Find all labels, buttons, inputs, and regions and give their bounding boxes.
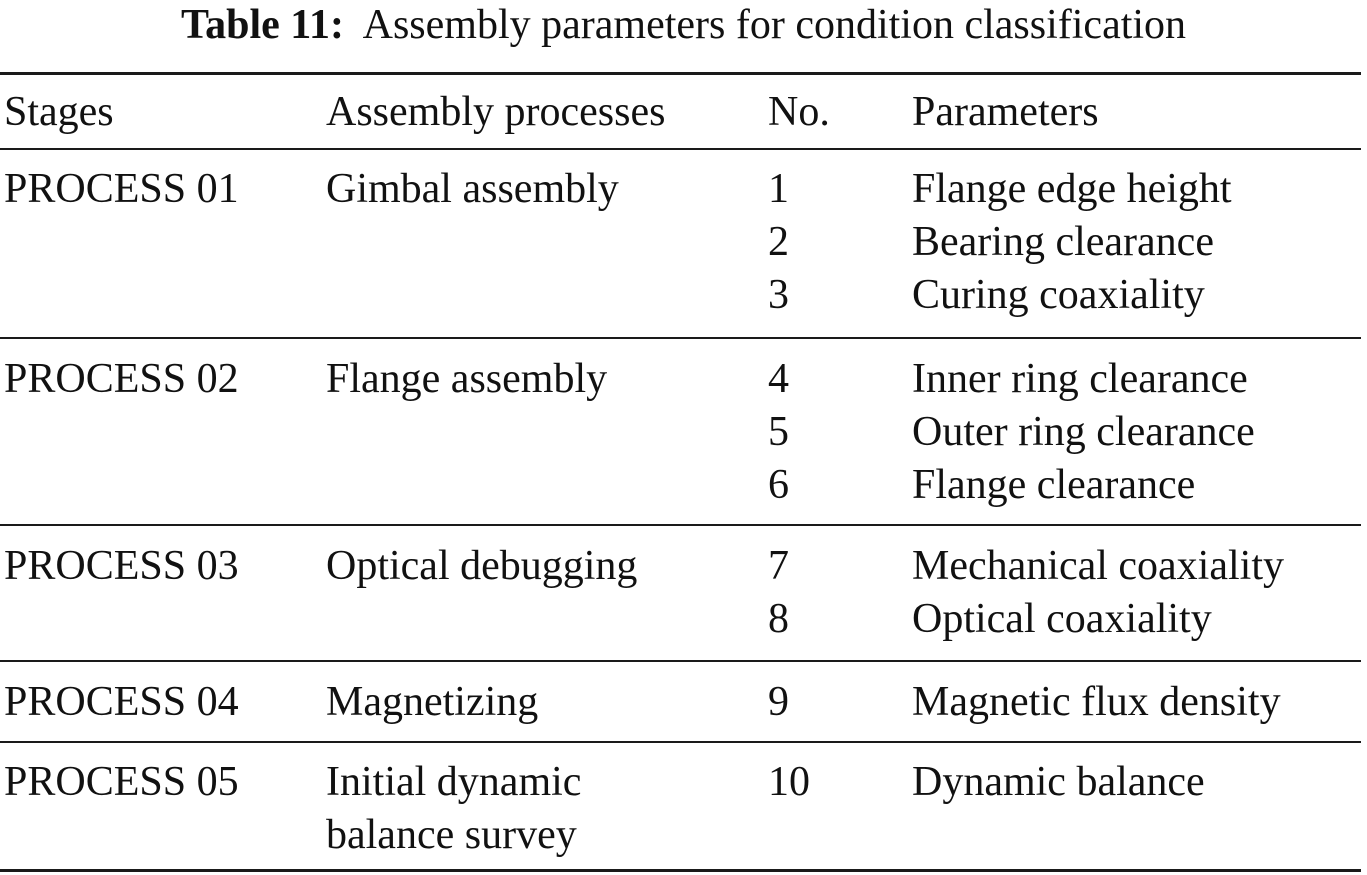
parameter-cell: Mechanical coaxiality xyxy=(912,543,1284,589)
process-cell: Initial dynamic xyxy=(326,759,582,805)
table-caption xyxy=(0,0,1367,50)
process-cell: Flange assembly xyxy=(326,356,608,402)
number-cell: 9 xyxy=(768,679,789,725)
header-rule xyxy=(0,148,1361,150)
caption-label: Table 11: xyxy=(180,2,344,48)
number-cell: 4 xyxy=(768,356,789,402)
number-cell: 7 xyxy=(768,543,789,589)
number-cell: 6 xyxy=(768,462,789,508)
number-cell: 2 xyxy=(768,219,789,265)
number-cell: 5 xyxy=(768,409,789,455)
process-cell: Magnetizing xyxy=(326,679,539,725)
parameter-cell: Outer ring clearance xyxy=(912,409,1255,455)
row-rule xyxy=(0,337,1361,339)
top-rule xyxy=(0,72,1361,75)
stage-cell: PROCESS 04 xyxy=(4,679,239,725)
header-no: No. xyxy=(768,89,830,135)
process-cell: Optical debugging xyxy=(326,543,638,589)
header-parameters: Parameters xyxy=(912,89,1099,135)
number-cell: 1 xyxy=(768,166,789,212)
number-cell: 8 xyxy=(768,596,789,642)
header-stages: Stages xyxy=(4,89,114,135)
parameter-cell: Dynamic balance xyxy=(912,759,1205,805)
parameter-cell: Curing coaxiality xyxy=(912,272,1205,318)
process-cell-line-2: balance survey xyxy=(326,812,577,858)
stage-cell: PROCESS 03 xyxy=(4,543,239,589)
parameter-cell: Flange edge height xyxy=(912,166,1232,212)
number-cell: 10 xyxy=(768,759,810,805)
parameter-cell: Magnetic flux density xyxy=(912,679,1281,725)
caption-text: Assembly parameters for condition classification xyxy=(362,2,1187,48)
row-rule xyxy=(0,741,1361,743)
stage-cell: PROCESS 05 xyxy=(4,759,239,805)
parameter-cell: Flange clearance xyxy=(912,462,1196,508)
stage-cell: PROCESS 02 xyxy=(4,356,239,402)
process-cell: Gimbal assembly xyxy=(326,166,619,212)
header-processes: Assembly processes xyxy=(326,89,666,135)
parameter-cell: Optical coaxiality xyxy=(912,596,1212,642)
parameter-cell: Inner ring clearance xyxy=(912,356,1248,402)
row-rule xyxy=(0,524,1361,526)
bottom-rule xyxy=(0,869,1361,872)
stage-cell: PROCESS 01 xyxy=(4,166,239,212)
parameter-cell: Bearing clearance xyxy=(912,219,1214,265)
row-rule xyxy=(0,660,1361,662)
number-cell: 3 xyxy=(768,272,789,318)
